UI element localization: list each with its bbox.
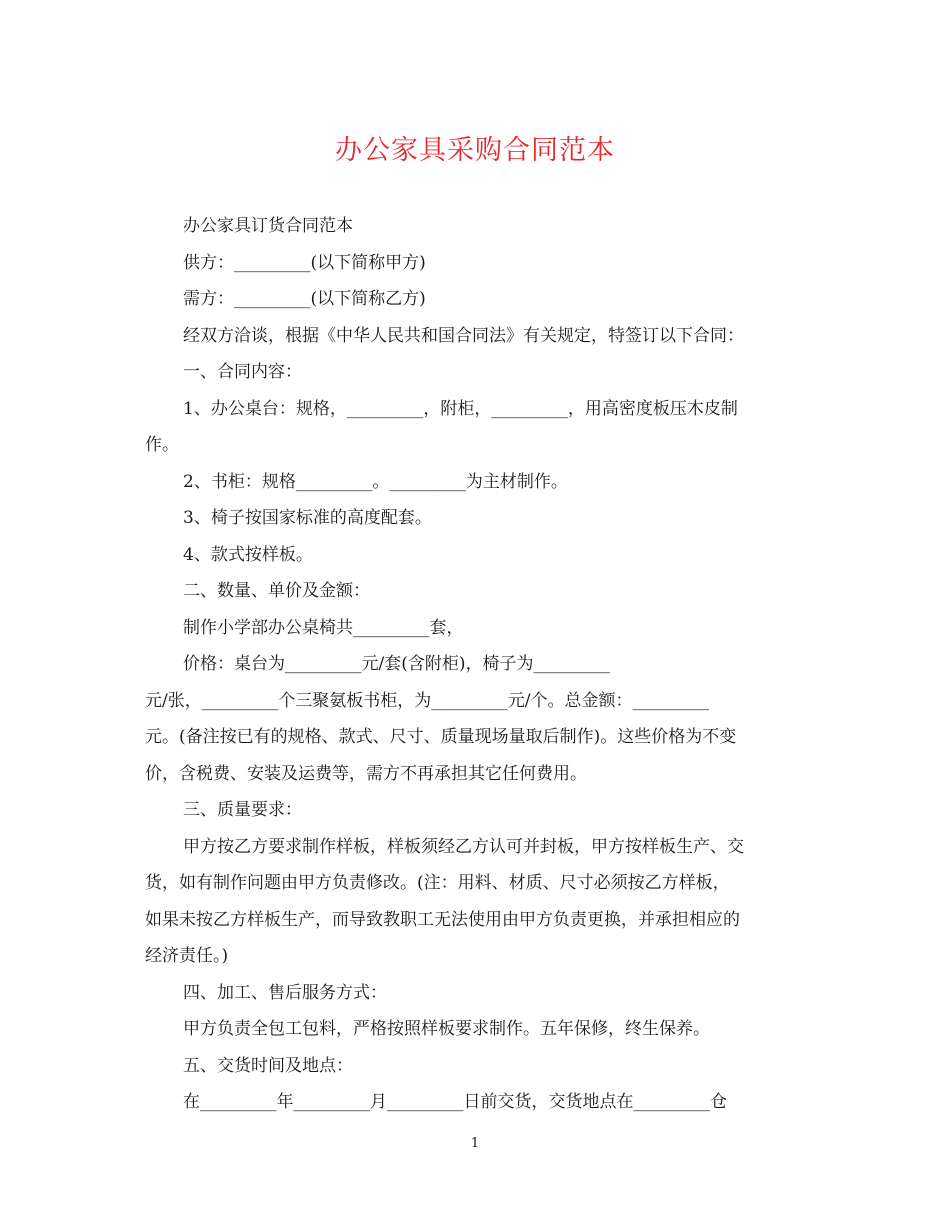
page-number: 1 [470,1136,480,1151]
paragraph: 甲方负责全包工包料，严格按照样板要求制作。五年保修，终生保养。 [183,1019,710,1039]
paragraph: 3、椅子按国家标准的高度配套。 [183,508,432,528]
paragraph: 五、交货时间及地点： [183,1055,353,1076]
paragraph: 需方：_________(以下简称乙方) [183,289,426,309]
paragraph: 甲方按乙方要求制作样板，样板须经乙方认可并封板，甲方按样板生产、交 [183,836,744,857]
document-title: 办公家具采购合同范本 [335,135,615,166]
paragraph: 制作小学部办公桌椅共_________套， [183,617,464,638]
paragraph: 供方：_________(以下简称甲方) [183,252,426,273]
paragraph: 价，含税费、安装及运费等，需方不再承担其它任何费用。 [145,763,587,784]
paragraph: 经双方洽谈，根据《中华人民共和国合同法》有关规定，特签订以下合同： [183,325,744,346]
document-body [145,208,805,1121]
paragraph: 如果未按乙方样板生产，而导致教职工无法使用由甲方负责更换，并承担相应的 [145,909,740,930]
paragraph: 元/张，_________个三聚氨板书柜，为_________元/个。总金额：_________ [145,690,709,711]
paragraph: 价格：桌台为_________元/套(含附柜)，椅子为_________ [183,654,610,674]
paragraph: 作。 [145,435,179,455]
paragraph: 元。(备注按已有的规格、款式、尺寸、质量现场量取后制作)。这些价格为不变 [145,727,737,747]
paragraph: 一、合同内容： [183,362,302,382]
paragraph: 2、书柜：规格_________。_________为主材制作。 [183,471,568,492]
paragraph: 在_________年_________月_________日前交货，交货地点在_________仓 [183,1092,727,1112]
paragraph: 三、质量要求： [183,800,302,820]
paragraph: 办公家具订货合同范本 [183,216,353,236]
paragraph: 二、数量、单价及金额： [183,581,370,601]
paragraph: 1、办公桌台：规格，_________，附柜，_________，用高密度板压木皮制 [183,398,738,419]
paragraph: 四、加工、售后服务方式： [183,982,387,1003]
paragraph: 4、款式按样板。 [183,544,313,565]
paragraph: 货，如有制作问题由甲方负责修改。(注：用料、材质、尺寸必须按乙方样板， [145,873,730,893]
paragraph: 经济责任。) [145,946,229,966]
